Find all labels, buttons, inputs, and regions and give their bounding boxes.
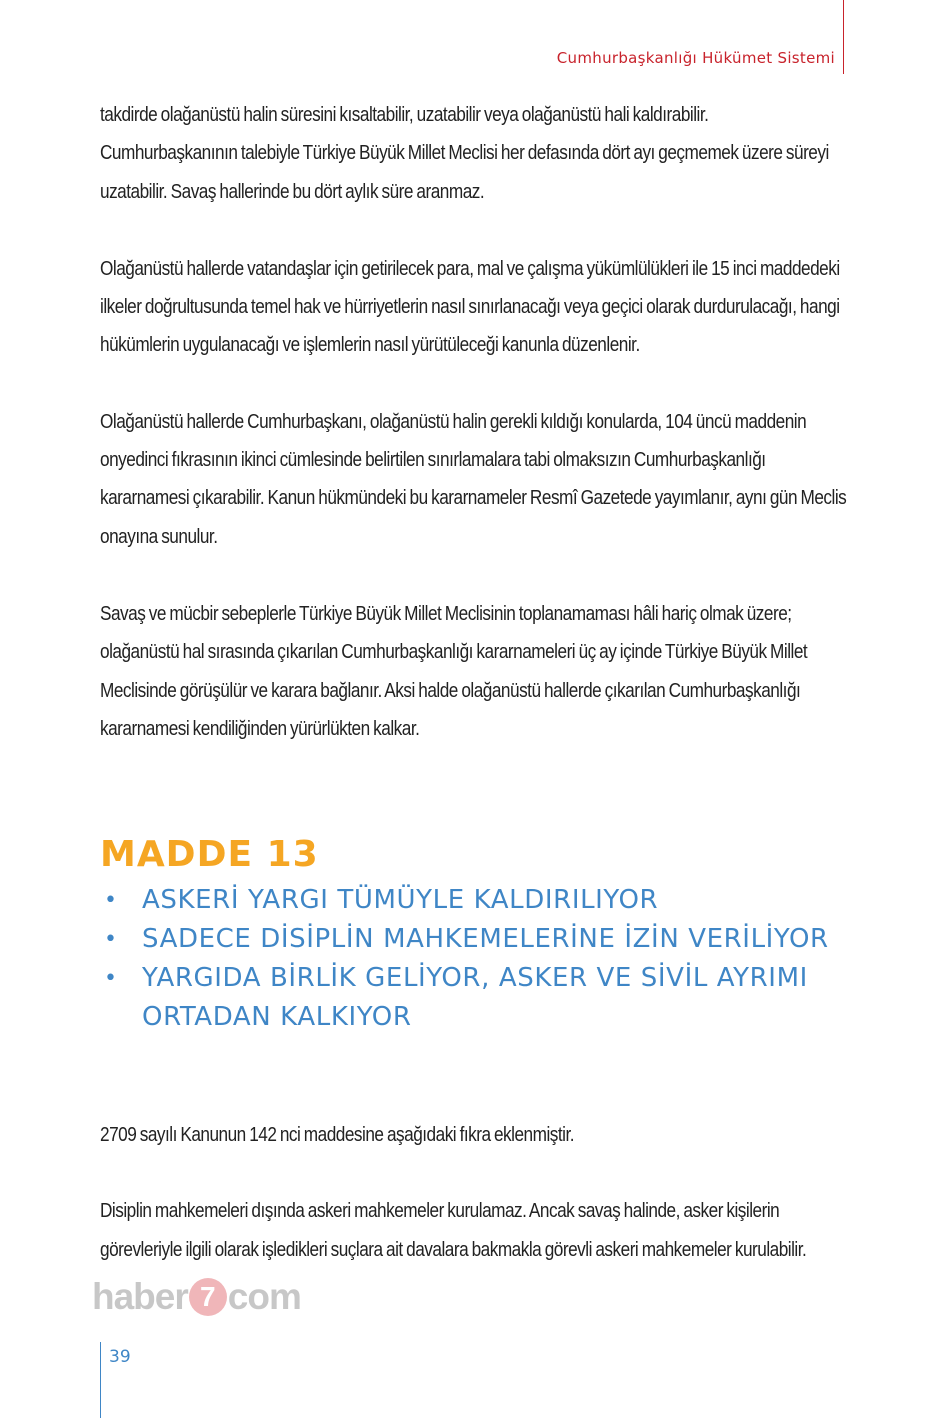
running-header-title: Cumhurbaşkanlığı Hükümet Sistemi (556, 49, 835, 67)
bullet-icon: • (104, 966, 118, 991)
bullet-text: ASKERİ YARGI TÜMÜYLE KALDIRILIYOR (142, 885, 659, 915)
bullet-icon: • (104, 927, 118, 952)
footer-rule (100, 1342, 101, 1418)
watermark-badge-icon: 7 (189, 1278, 227, 1316)
bullet-list (100, 881, 860, 1037)
watermark-logo (92, 1276, 301, 1318)
watermark-right: com (227, 1276, 301, 1317)
paragraph: takdirde olağanüstü halin süresini kısaltabilir, uzatabilir veya olağanüstü hali kaldırabilir. Cumhurbaşkanının talebiyle Türkiye Büyük Millet Meclisi her defasında dört ayı geçmemek üzere süreyi uzatabilir. Savaş hallerinde bu dört aylık süre aranmaz. (100, 103, 829, 203)
paragraph: Olağanüstü hallerde Cumhurbaşkanı, olağanüstü halin gerekli kıldığı konularda, 104 üncü maddenin onyedinci fıkrasının ikinci cümlesinde belirtilen sınırlamalara tabi olmaksızın Cumhurbaşkanlığı kararnamesi çıkarabilir. Kanun hükmündeki bu kararnameler Resmî Gazetede yayımlanır, aynı gün Meclis onayına sunulur. (100, 409, 847, 548)
bullet-item (100, 881, 860, 920)
body-bottom (100, 1116, 850, 1269)
bullet-item (100, 920, 860, 959)
bullet-text: SADECE DİSİPLİN MAHKEMELERİNE İZİN VERİLİYOR (142, 924, 829, 954)
paragraph: Savaş ve mücbir sebeplerle Türkiye Büyük Millet Meclisinin toplanamaması hâli hariç olmak üzere; olağanüstü hal sırasında çıkarılan Cumhurbaşkanlığı kararnameleri üç ay içinde Türkiye Büyük Millet Meclisinde görüşülür ve karara bağlanır. Aksi halde olağanüstü hallerde çıkarılan Cumhurbaşkanlığı kararnamesi kendiliğinden yürürlükten kalkar. (100, 601, 808, 740)
bullet-icon: • (104, 888, 118, 913)
section-title: MADDE 13 (100, 834, 319, 875)
page-number: 39 (109, 1347, 131, 1367)
bullet-item (100, 959, 860, 1037)
header-rule (843, 0, 844, 74)
paragraph: Disiplin mahkemeleri dışında askeri mahkemeler kurulamaz. Ancak savaş halinde, asker kişilerin görevleriyle ilgili olarak işledikleri suçlara ait davalara bakmakla görevli askeri mahkemeler kurulabilir. (100, 1199, 807, 1261)
paragraph: 2709 sayılı Kanunun 142 nci maddesine aşağıdaki fıkra eklenmiştir. (100, 1123, 575, 1146)
watermark-left: haber (92, 1276, 188, 1317)
paragraph: Olağanüstü hallerde vatandaşlar için getirilecek para, mal ve çalışma yükümlülükleri ile 15 inci maddedeki ilkeler doğrultusunda temel hak ve hürriyetlerin nasıl sınırlanacağı veya geçici olarak durdurulacağı, hangi hükümlerin uygulanacağı ve işlemlerin nasıl yürütüleceği kanunla düzenlenir. (100, 256, 840, 357)
bullet-text: YARGIDA BİRLİK GELİYOR, ASKER VE SİVİL AYRIMI ORTADAN KALKIYOR (142, 963, 808, 1032)
body-top (100, 96, 850, 748)
